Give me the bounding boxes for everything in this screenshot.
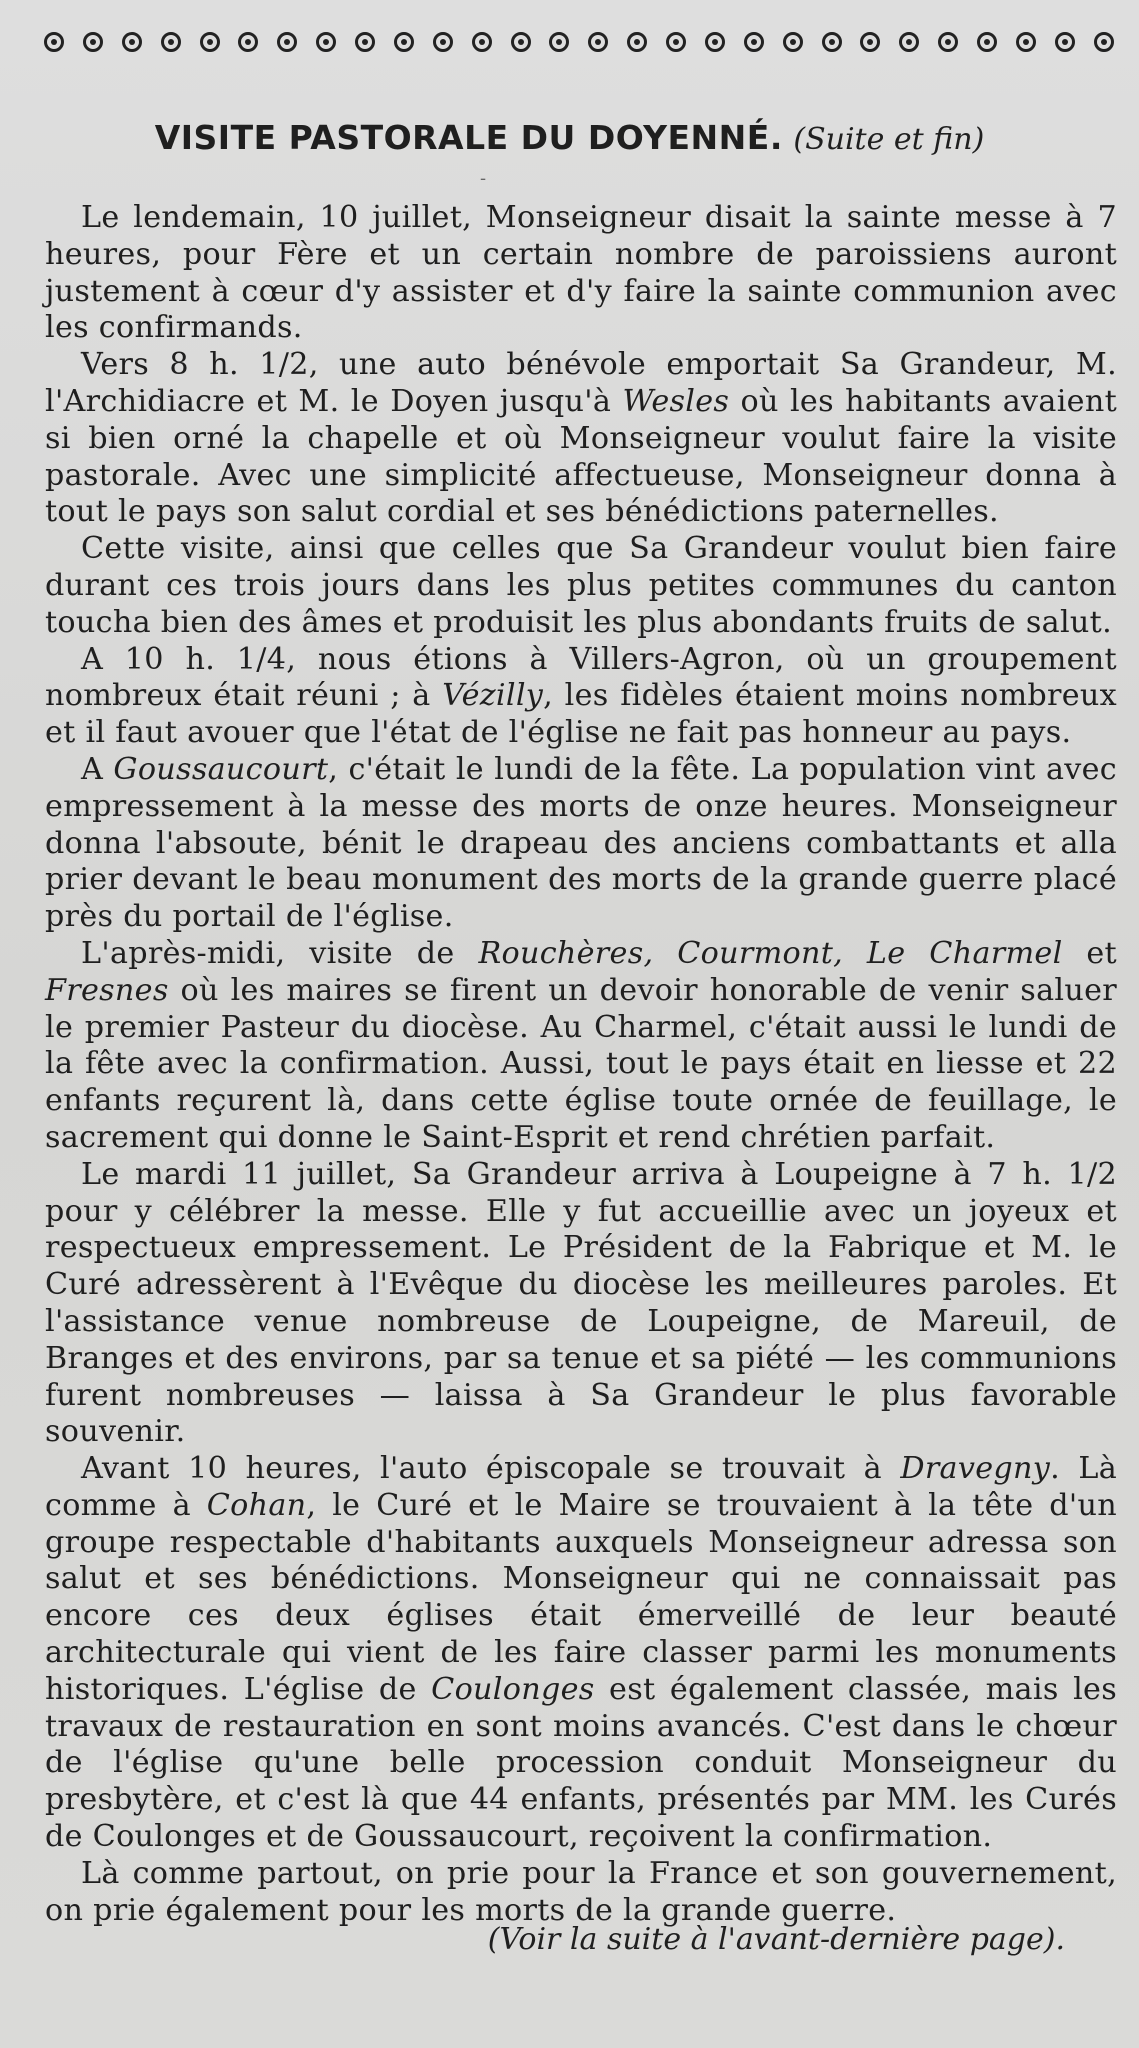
paragraph-text: Vers 8 h. 1/2, une auto bénévole emportait Sa Grandeur, M. l'Archidiacre et M. le Doyen jusqu'à [45, 347, 1117, 419]
paragraph-text: L'après-midi, visite de [81, 935, 479, 971]
title-main: VISITE PASTORALE DU DOYENNÉ. [154, 118, 783, 157]
paragraph-text: Le mardi 11 juillet, Sa Grandeur arriva à Loupeigne à 7 h. 1/2 pour y célébrer la messe. Elle y fut accueillie avec un joyeux et respectueux empressement. Le Président de la Fabrique et M. le Curé adressèrent à l'Evêque du diocèse les meilleures paroles. Et l'assistance venue nombreuse de Loupeigne, de Mareuil, de Branges et des environs, par sa tenue et sa piété — les communions furent nombreuses — laissa à Sa Grandeur le plus favorable souvenir. [45, 1156, 1117, 1450]
paragraph [45, 531, 1117, 641]
paragraph-text: et [1062, 935, 1117, 971]
ornament-circle-icon [433, 32, 453, 52]
ornament-circle-icon [899, 32, 919, 52]
place-name: Rouchères, Courmont, Le Charmel [478, 935, 1063, 971]
paragraph-text: , le Curé et le Maire se trouvaient à la tête d'un groupe respectable d'habitants auxquels Monseigneur adressa son salut et ses bénédictions. Monseigneur qui ne connaissait pas encore ces deux églises était émerveillé de leur beauté architecturale qui vient de les faire classer parmi les monuments historiques. L'église de [45, 1487, 1117, 1707]
title-divider: - [480, 168, 487, 189]
ornament-circle-icon [161, 32, 181, 52]
ornament-circle-icon [472, 32, 492, 52]
ornament-circle-icon [666, 32, 686, 52]
paragraph [45, 347, 1117, 531]
ornament-circle-icon [783, 32, 803, 52]
continuation-note: (Voir la suite à l'avant-dernière page). [487, 1922, 1065, 1957]
paragraph-text: est également classée, mais les travaux de restauration en sont moins avancés. C'est dans le chœur de l'église qu'une belle procession conduit Monseigneur du presbytère, et c'est là que 44 enfants, présentés par MM. les Curés de Coulonges et de Goussaucourt, reçoivent la confirmation. [45, 1671, 1118, 1855]
paragraph-text: A [81, 751, 114, 787]
ornament-circle-icon [277, 32, 297, 52]
ornament-circle-icon [1016, 32, 1036, 52]
article-title [0, 118, 1139, 157]
paragraph-text: où les habitants avaient si bien orné la chapelle et où Monseigneur voulut faire la visite pastorale. Avec une simplicité affectueuse, Monseigneur donna à tout le pays son salut cordial et ses bénédictions paternelles. [45, 383, 1118, 530]
place-name: Dravegny [900, 1451, 1051, 1487]
ornament-circle-icon [1094, 32, 1114, 52]
place-name: Cohan [206, 1487, 307, 1523]
ornament-circle-icon [355, 32, 375, 52]
paragraph [45, 936, 1117, 1157]
paragraph-text: Cette visite, ainsi que celles que Sa Grandeur voulut bien faire durant ces trois jours dans les plus petites communes du canton toucha bien des âmes et produisit les plus abondants fruits de salut. [45, 531, 1117, 640]
ornament-circle-icon [977, 32, 997, 52]
ornament-circle-icon [122, 32, 142, 52]
article-body [45, 200, 1117, 1929]
ornament-circle-icon [316, 32, 336, 52]
paragraph [45, 200, 1117, 347]
ornament-circle-icon [627, 32, 647, 52]
ornament-circle-icon [511, 32, 531, 52]
place-name: Coulonges [431, 1671, 595, 1707]
place-name: Goussaucourt [113, 751, 329, 787]
paragraph-text: Le lendemain, 10 juillet, Monseigneur disait la sainte messe à 7 heures, pour Fère et un certain nombre de paroissiens auront justement à cœur d'y assister et d'y faire la sainte communion avec les confirmands. [45, 200, 1117, 346]
paragraph [45, 642, 1117, 752]
title-subtitle: (Suite et fin) [793, 122, 985, 157]
ornament-circle-icon [588, 32, 608, 52]
paragraph-text: Avant 10 heures, l'auto épiscopale se trouvait à [81, 1451, 901, 1487]
paragraph-text: . Là comme à [45, 1451, 1117, 1523]
paragraph-text: où les maires se firent un devoir honorable de venir saluer le premier Pasteur du diocèse. Au Charmel, c'était aussi le lundi de la fête avec la confirmation. Aussi, tout le pays était en liesse et 22 enfants reçurent là, dans cette église toute ornée de feuillage, le sacrement qui donne le Saint-Esprit et rend chrétien parfait. [45, 972, 1117, 1155]
paragraph-text: , les fidèles étaient moins nombreux et il faut avouer que l'état de l'église ne fait pas honneur au pays. [45, 678, 1118, 751]
ornament-circle-icon [238, 32, 258, 52]
ornament-circle-icon [44, 32, 64, 52]
paragraph [45, 752, 1117, 936]
ornament-circle-icon [394, 32, 414, 52]
ornament-circle-icon [938, 32, 958, 52]
ornament-circle-icon [200, 32, 220, 52]
place-name: Vézilly [442, 678, 544, 714]
paragraph-text: Là comme partout, on prie pour la France et son gouvernement, on prie également pour les morts de la grande guerre. [45, 1855, 1117, 1928]
paragraph [45, 1157, 1117, 1451]
ornament-circle-icon [83, 32, 103, 52]
ornament-circle-icon [549, 32, 569, 52]
paragraph [45, 1451, 1117, 1856]
ornament-circle-icon [744, 32, 764, 52]
ornament-circle-icon [822, 32, 842, 52]
paragraph-text: , c'était le lundi de la fête. La population vint avec empressement à la messe des morts de onze heures. Monseigneur donna l'absoute, bénit le drapeau des anciens combattants et alla prier devant le beau monument des morts de la grande guerre placé près du portail de l'église. [45, 751, 1117, 935]
paragraph-text: A 10 h. 1/4, nous étions à Villers-Agron, où un groupement nombreux était réuni ; à [45, 641, 1117, 714]
paragraph [45, 1856, 1117, 1930]
ornament-circle-icon [1055, 32, 1075, 52]
ornament-border [44, 32, 1114, 52]
ornament-circle-icon [705, 32, 725, 52]
ornament-circle-icon [860, 32, 880, 52]
place-name: Fresnes [45, 972, 169, 1008]
place-name: Wesles [622, 383, 730, 419]
